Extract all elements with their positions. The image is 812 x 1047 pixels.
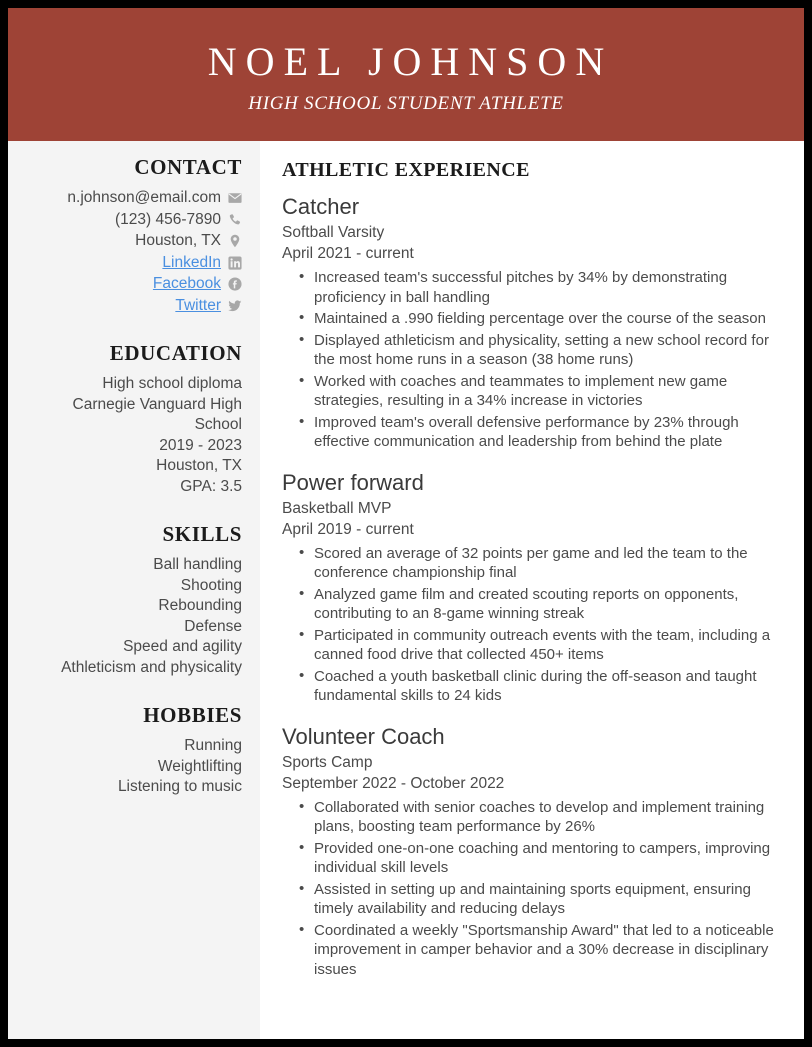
education-heading: EDUCATION [109,341,242,365]
skill-item: Rebounding [158,597,242,614]
job-bullet: • Maintained a .990 fielding percentage over the course of the season [282,309,782,329]
envelope-icon [228,191,242,205]
job-dates: April 2021 - current [282,245,414,262]
job-bullet: • Analyzed game film and created scouting reports on opponents, contributing to an 8-game winning streak [282,585,782,624]
page-title: NOEL JOHNSON [207,38,614,84]
hobby-item: Listening to music [117,778,242,795]
page-subtitle: HIGH SCHOOL STUDENT ATHLETE [248,92,564,114]
job-bullet: • Participated in community outreach events with the team, including a canned food drive that collected 450+ items [282,626,782,665]
education-line: Carnegie Vanguard High School [72,395,242,433]
job-bullet: • Provided one-on-one coaching and mentoring to campers, improving individual skill levels [282,839,782,878]
job-bullet: • Coordinated a weekly "Sportsmanship Award" that led to a noticeable improvement in camper behavior and a 30% decrease in disciplinary issues [282,921,782,980]
hobby-item: Weightlifting [157,757,242,775]
sidebar-section-skills [22,522,242,678]
education-line: 2019 - 2023 [159,436,242,454]
experience-entry [282,723,782,980]
contact-link-label[interactable]: Facebook [152,275,221,292]
job-organization: Sports Camp [282,753,373,771]
job-bullet: • Collaborated with senior coaches to develop and implement training plans, boosting team performance by 26% [282,798,782,837]
sidebar [8,141,260,1039]
phone-icon [228,213,242,227]
contact-link-label[interactable]: LinkedIn [162,253,221,271]
job-title: Volunteer Coach [282,723,445,749]
job-bullet: • Scored an average of 32 points per game and led the team to the conference championship final [282,544,782,583]
job-bullet: • Displayed athleticism and physicality, setting a new school record for the most home runs in a season (38 home runs) [282,331,782,370]
sidebar-section-education [22,341,242,497]
education-list [22,374,242,497]
job-bullet: • Coached a youth basketball clinic during the off-season and taught fundamental skills to 24 kids [282,667,782,706]
hobby-item: Running [184,737,242,754]
twitter-icon[interactable] [228,299,242,313]
job-organization: Basketball MVP [282,499,392,517]
job-title: Catcher [282,194,360,219]
contact-value: Houston, TX [135,232,221,249]
contact-item [22,210,242,231]
skills-list [22,555,242,678]
sidebar-section-hobbies [22,703,242,798]
job-bullet: • Assisted in setting up and maintaining sports equipment, ensuring timely availability and reducing delays [282,880,782,919]
resume-body [8,141,804,1039]
experience-entry [282,469,782,706]
job-title: Power forward [282,469,424,495]
contact-link-label[interactable]: Twitter [175,296,221,314]
skills-heading: SKILLS [162,522,242,546]
hobbies-list [22,736,242,798]
hobbies-heading: HOBBIES [143,703,242,727]
facebook-icon[interactable] [228,277,242,291]
contact-item [22,188,242,209]
job-list [282,193,782,979]
contact-value: (123) 456-7890 [115,210,221,228]
skill-item: Ball handling [153,556,242,573]
main-column [260,141,804,1039]
job-dates: September 2022 - October 2022 [282,774,505,792]
skill-item: Shooting [180,576,242,594]
resume-page [8,8,804,1039]
contact-list [22,188,242,316]
job-bullet-list [282,268,782,452]
contact-heading: CONTACT [134,155,242,179]
skill-item: Athleticism and physicality [61,658,242,676]
job-bullet: • Increased team's successful pitches by 34% by demonstrating proficiency in ball handling [282,268,782,307]
job-dates: April 2019 - current [282,520,414,538]
job-bullet-list [282,544,782,706]
job-bullet-list [282,798,782,980]
education-line: GPA: 3.5 [180,477,242,495]
map-pin-icon [228,234,242,248]
contact-item [22,231,242,252]
athletic-experience-heading: ATHLETIC EXPERIENCE [282,159,530,181]
education-line: Houston, TX [156,457,242,474]
linkedin-icon[interactable] [228,256,242,270]
job-bullet: • Improved team's overall defensive performance by 23% through effective communication and leadership from behind the plate [282,413,782,452]
contact-item[interactable] [22,253,242,274]
education-line: High school diploma [102,375,242,392]
skill-item: Speed and agility [123,638,242,655]
sidebar-section-contact [22,155,242,316]
skill-item: Defense [184,617,242,635]
resume-header-banner [8,8,804,141]
contact-item[interactable] [22,296,242,317]
contact-item[interactable] [22,274,242,295]
job-organization: Softball Varsity [282,224,385,241]
experience-entry [282,193,782,452]
job-bullet: • Worked with coaches and teammates to implement new game strategies, resulting in a 34% increase in victories [282,372,782,411]
contact-value: n.johnson@email.com [67,189,221,206]
